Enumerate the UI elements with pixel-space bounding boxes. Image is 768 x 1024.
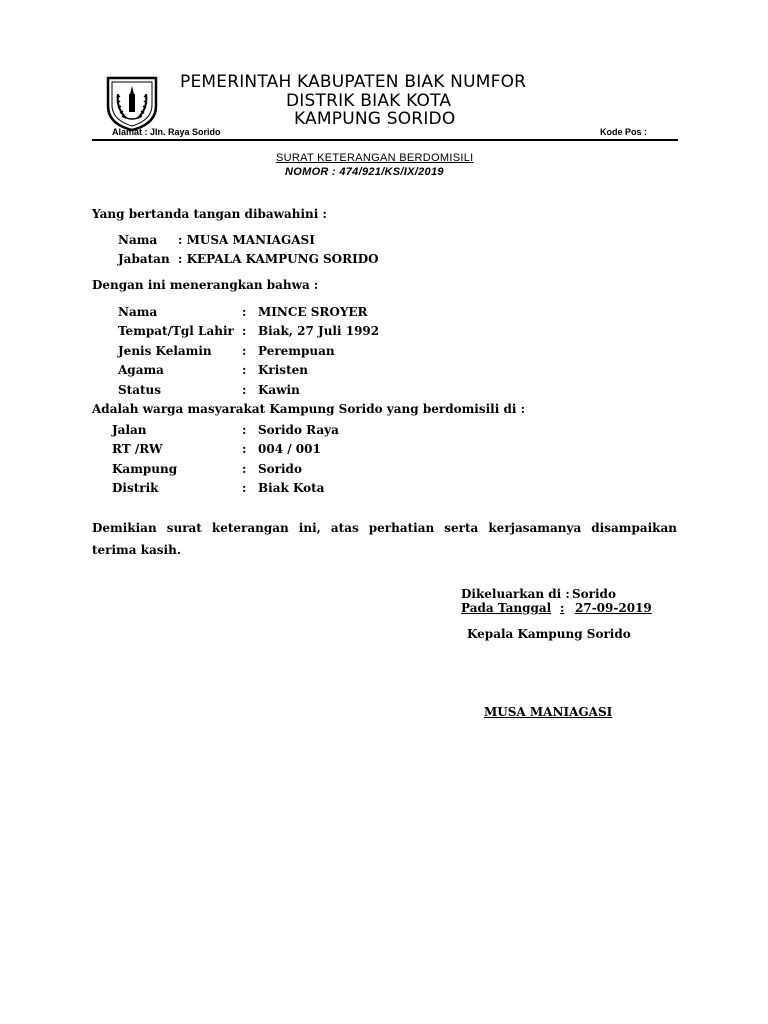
letterhead-line-2: DISTRIK BIAK KOTA	[286, 91, 452, 111]
issued-date-label: Pada Tanggal	[461, 601, 552, 615]
signer-position-label: Jabatan	[118, 252, 170, 266]
residence-intro: Adalah warga masyarakat Kampung Sorido yang berdomisili di :	[92, 402, 526, 416]
colon: :	[242, 481, 247, 495]
letterhead-line-1: PEMERINTAH KABUPATEN BIAK NUMFOR	[180, 72, 527, 92]
colon: :	[242, 462, 247, 476]
intro-text: Yang bertanda tangan dibawahini :	[92, 207, 327, 221]
street-value: Sorido Raya	[258, 423, 339, 437]
district-value: Biak Kota	[258, 481, 325, 495]
colon: :	[242, 383, 247, 397]
colon: :	[242, 305, 247, 319]
colon: :	[242, 442, 247, 456]
document-title: SURAT KETERANGAN BERDOMISILI	[276, 152, 474, 164]
person-name-label: Nama	[118, 305, 158, 319]
letterhead-rule	[92, 139, 678, 141]
issued-date-colon: :	[560, 601, 565, 615]
signatory-position: Kepala Kampung Sorido	[467, 627, 631, 641]
status-value: Kawin	[258, 383, 300, 397]
street-label: Jalan	[112, 423, 147, 437]
colon: :	[242, 324, 247, 338]
signer-name-label: Nama	[118, 233, 158, 247]
postal-code: Kode Pos :	[600, 127, 648, 137]
regency-emblem-icon	[100, 72, 164, 132]
signatory-name: MUSA MANIAGASI	[484, 705, 613, 719]
issued-place-label: Dikeluarkan di :	[461, 587, 570, 601]
birth-value: Biak, 27 Juli 1992	[258, 324, 380, 338]
document-number: NOMOR : 474/921/KS/IX/2019	[285, 166, 444, 178]
status-label: Status	[118, 383, 162, 397]
closing-paragraph: Demikian surat keterangan ini, atas perhatian serta kerjasamanya disampaikan terima kasih.	[92, 521, 677, 557]
gender-value: Perempuan	[258, 344, 335, 358]
letterhead-line-3: KAMPUNG SORIDO	[294, 109, 456, 129]
statement-text: Dengan ini menerangkan bahwa :	[92, 278, 319, 292]
address: Alamat : Jln. Raya Sorido	[112, 127, 221, 137]
signer-name-value: : MUSA MANIAGASI	[178, 233, 315, 247]
rt-rw-value: 004 / 001	[258, 442, 321, 456]
colon: :	[242, 363, 247, 377]
birth-label: Tempat/Tgl Lahir	[118, 324, 234, 338]
issued-date-value: 27-09-2019	[575, 601, 652, 615]
rt-rw-label: RT /RW	[112, 442, 163, 456]
gender-label: Jenis Kelamin	[118, 344, 212, 358]
village-label: Kampung	[112, 462, 178, 476]
issued-place-value: Sorido	[572, 587, 616, 601]
colon: :	[242, 344, 247, 358]
signer-position-value: : KEPALA KAMPUNG SORIDO	[178, 252, 379, 266]
religion-label: Agama	[118, 363, 164, 377]
religion-value: Kristen	[258, 363, 308, 377]
village-value: Sorido	[258, 462, 302, 476]
person-name-value: MINCE SROYER	[258, 305, 368, 319]
colon: :	[242, 423, 247, 437]
district-label: Distrik	[112, 481, 159, 495]
